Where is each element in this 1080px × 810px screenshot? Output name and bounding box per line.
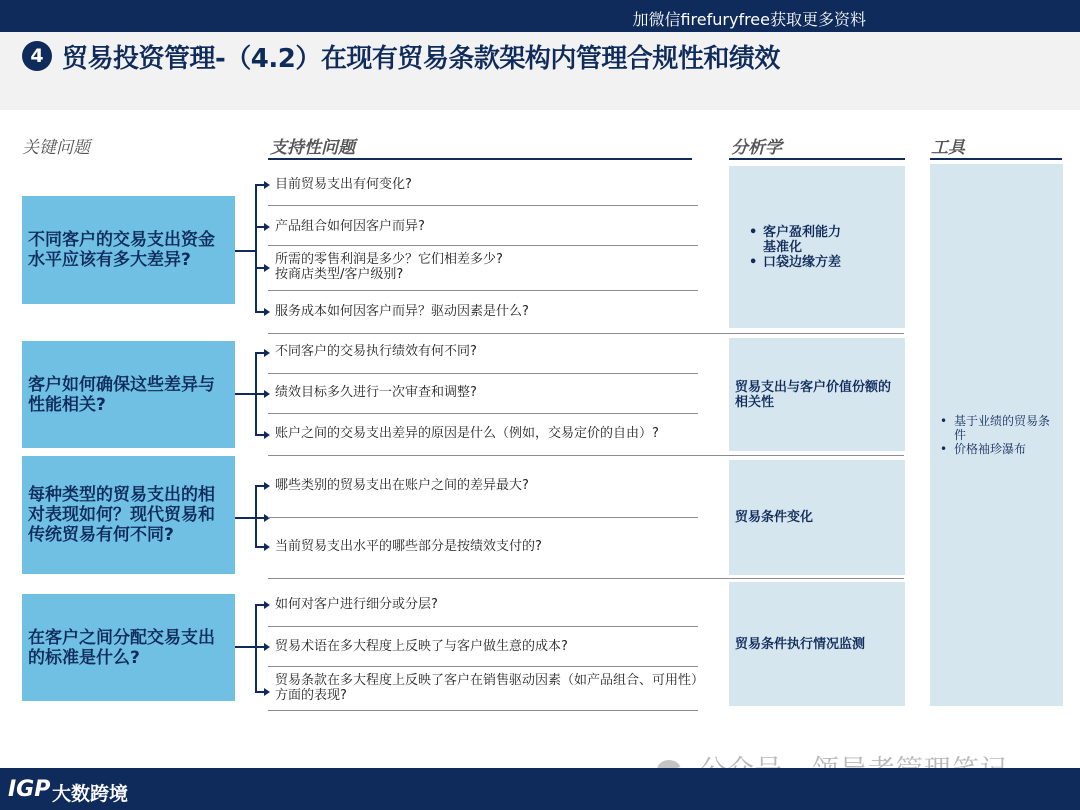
arrow-icon (264, 431, 270, 439)
analytics-box-2 (729, 338, 905, 451)
key-question-4: 在客户之间分配交易支出的标准是什么? (22, 594, 235, 701)
supporting-question: 账户之间的交易支出差异的原因是什么（例如，交易定价的自由）? (275, 426, 659, 441)
row-separator (268, 290, 698, 291)
arrow-icon (264, 643, 270, 651)
section-number-badge: 4 (22, 41, 52, 71)
supporting-question: 贸易条款在多大程度上反映了客户在销售驱动因素（如产品组合、可用性）方面的表现? (275, 673, 705, 703)
supporting-header-rule (268, 158, 692, 160)
brand-logo: IGP (8, 777, 51, 802)
analytics-subitem: 基准化 (763, 239, 803, 255)
analytics-box-4 (729, 582, 905, 706)
key-question-1: 不同客户的交易支出资金水平应该有多大差异? (22, 196, 235, 304)
supporting-question: 当前贸易支出水平的哪些部分是按绩效支付的? (275, 539, 542, 554)
key-question-3: 每种类型的贸易支出的相对表现如何？现代贸易和传统贸易有何不同? (22, 456, 235, 574)
row-separator (268, 626, 698, 627)
supporting-question: 目前贸易支出有何变化? (275, 177, 412, 192)
arrow-icon (264, 482, 270, 490)
column-header-supporting: 支持性问题 (270, 138, 355, 158)
brand-name: 大数跨境 (52, 783, 129, 805)
row-separator (268, 245, 698, 246)
promo-text: 加微信firefuryfree获取更多资料 (632, 10, 866, 29)
tool-item: • 基于业绩的贸易条件 (936, 414, 1057, 442)
page-title: 贸易投资管理-（4.2）在现有贸易条款架构内管理合规性和绩效 (62, 44, 780, 74)
tool-item: • 价格袖珍瀑布 (936, 442, 1057, 456)
top-banner (0, 0, 1080, 32)
tools-header-rule (930, 158, 1062, 160)
row-separator (268, 205, 698, 206)
footer-bar (0, 768, 1080, 810)
key-question-2: 客户如何确保这些差异与性能相关? (22, 341, 235, 448)
arrow-icon (264, 264, 270, 272)
supporting-question: 如何对客户进行细分或分层? (275, 597, 438, 612)
group-separator (268, 455, 904, 456)
row-separator (268, 413, 698, 414)
connector (235, 250, 255, 252)
row-separator (268, 373, 698, 374)
tools-box (930, 164, 1063, 706)
supporting-question: 服务成本如何因客户而异？驱动因素是什么? (275, 304, 529, 319)
analytics-text: 贸易条件执行情况监测 (735, 636, 866, 652)
connector (255, 604, 257, 693)
analytics-box-3 (729, 460, 905, 575)
analytics-item: • 口袋边缘方差 (745, 255, 841, 270)
analytics-text: 贸易条件变化 (735, 510, 814, 525)
arrow-icon (264, 601, 270, 609)
analytics-item: • 客户盈利能力 (745, 225, 841, 240)
analytics-text: 贸易支出与客户价值份额的相关性 (735, 379, 892, 410)
arrow-icon (264, 308, 270, 316)
supporting-question: 贸易术语在多大程度上反映了与客户做生意的成本? (275, 639, 568, 654)
analytics-box-1 (729, 166, 905, 328)
supporting-question: 不同客户的交易执行绩效有何不同? (275, 344, 477, 359)
row-separator (268, 517, 698, 518)
supporting-question: 所需的零售利润是多少？它们相差多少? 按商店类型/客户级别? (275, 252, 503, 282)
arrow-icon (264, 223, 270, 231)
arrow-icon (264, 688, 270, 696)
supporting-question: 产品组合如何因客户而异? (275, 219, 425, 234)
arrow-icon (264, 390, 270, 398)
connector (235, 646, 255, 648)
group-separator (268, 333, 904, 334)
connector (235, 393, 255, 395)
connector (235, 517, 255, 519)
arrow-icon (264, 181, 270, 189)
arrow-icon (264, 514, 270, 522)
arrow-icon (264, 349, 270, 357)
supporting-question: 绩效目标多久进行一次审查和调整? (275, 385, 477, 400)
connector (255, 184, 257, 313)
arrow-icon (264, 543, 270, 551)
row-separator (268, 666, 698, 667)
supporting-question: 哪些类别的贸易支出在账户之间的差异最大? (275, 478, 529, 493)
analytics-header-rule (729, 158, 905, 160)
group-separator (268, 710, 698, 711)
column-header-analytics: 分析学 (731, 138, 782, 158)
column-header-tools: 工具 (931, 138, 965, 158)
group-separator (268, 578, 904, 579)
column-header-key-question: 关键问题 (22, 138, 90, 158)
